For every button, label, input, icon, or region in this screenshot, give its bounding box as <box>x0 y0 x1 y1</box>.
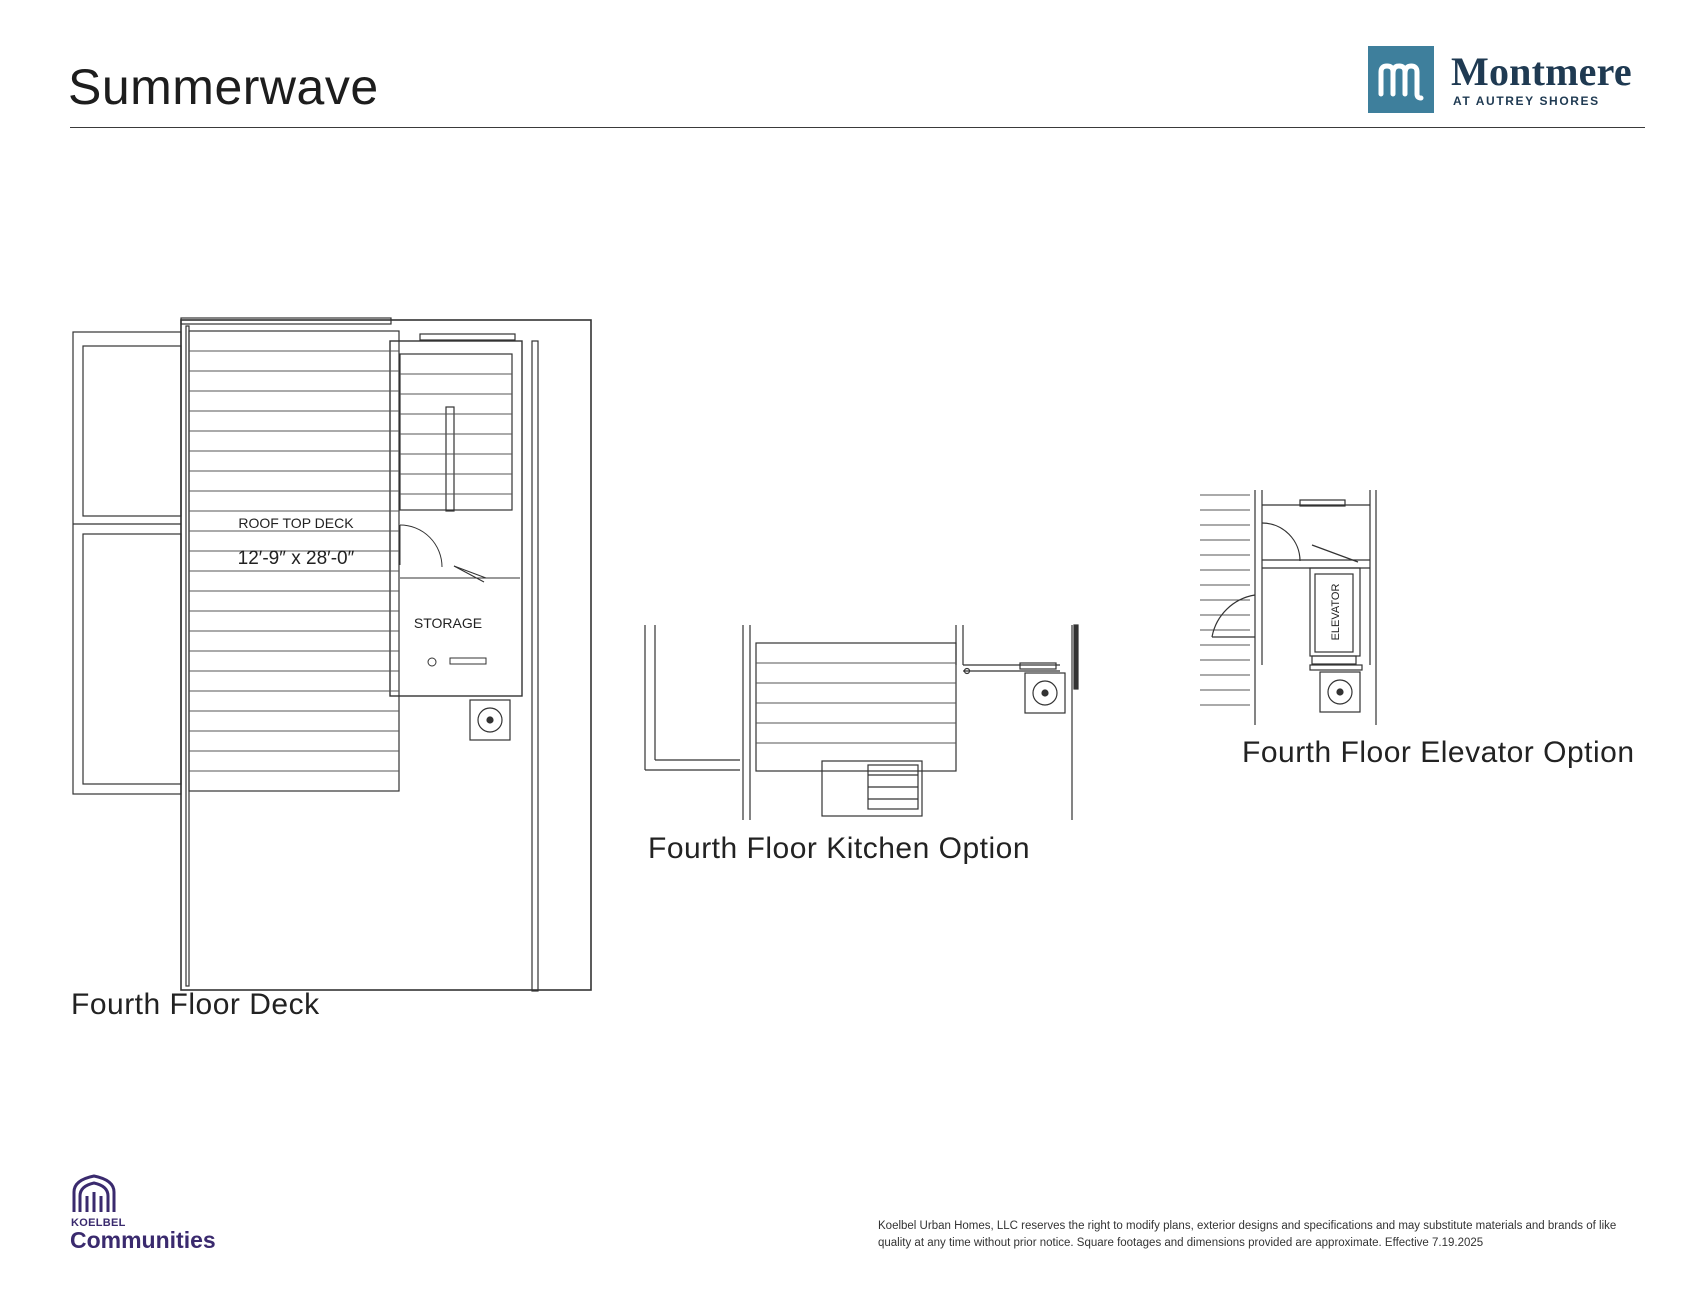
koelbel-wordmark: KOELBEL <box>71 1217 126 1229</box>
fourth-floor-deck-caption: Fourth Floor Deck <box>71 988 320 1021</box>
fourth-floor-deck-plan <box>70 310 530 990</box>
roof-top-deck-label: ROOF TOP DECK <box>238 515 354 531</box>
fourth-floor-elevator-plan <box>1200 490 1400 730</box>
koelbel-arches-icon <box>70 1172 118 1214</box>
legal-disclaimer: Koelbel Urban Homes, LLC reserves the right to modify plans, exterior designs and specifications and may substitute materials and brands of like quality at any time without prior notice. Square footages and dimensions provided are approximate. Effective 7.19.2025 <box>878 1220 1617 1249</box>
roof-top-deck-dimensions: 12′-9″ x 28′-0″ <box>237 548 355 569</box>
brand-subtitle: AT AUTREY SHORES <box>1453 94 1600 108</box>
fourth-floor-kitchen-caption: Fourth Floor Kitchen Option <box>648 832 1031 865</box>
fourth-floor-deck-drawing <box>70 310 530 990</box>
fourth-floor-kitchen-plan <box>640 625 1090 825</box>
page-title: Summerwave <box>68 59 379 115</box>
fourth-floor-elevator-drawing <box>1200 490 1400 730</box>
elevator-label: ELEVATOR <box>1330 583 1342 641</box>
montmere-m-icon <box>1368 46 1434 113</box>
brand-name: Montmere <box>1451 49 1632 94</box>
storage-label: STORAGE <box>413 615 483 631</box>
fourth-floor-elevator-caption: Fourth Floor Elevator Option <box>1242 736 1635 769</box>
header-divider <box>70 127 1645 128</box>
koelbel-communities-logo <box>70 1172 240 1252</box>
montmere-logo <box>1368 46 1648 114</box>
communities-wordmark: Communities <box>70 1227 216 1253</box>
fourth-floor-kitchen-drawing <box>640 625 1090 825</box>
